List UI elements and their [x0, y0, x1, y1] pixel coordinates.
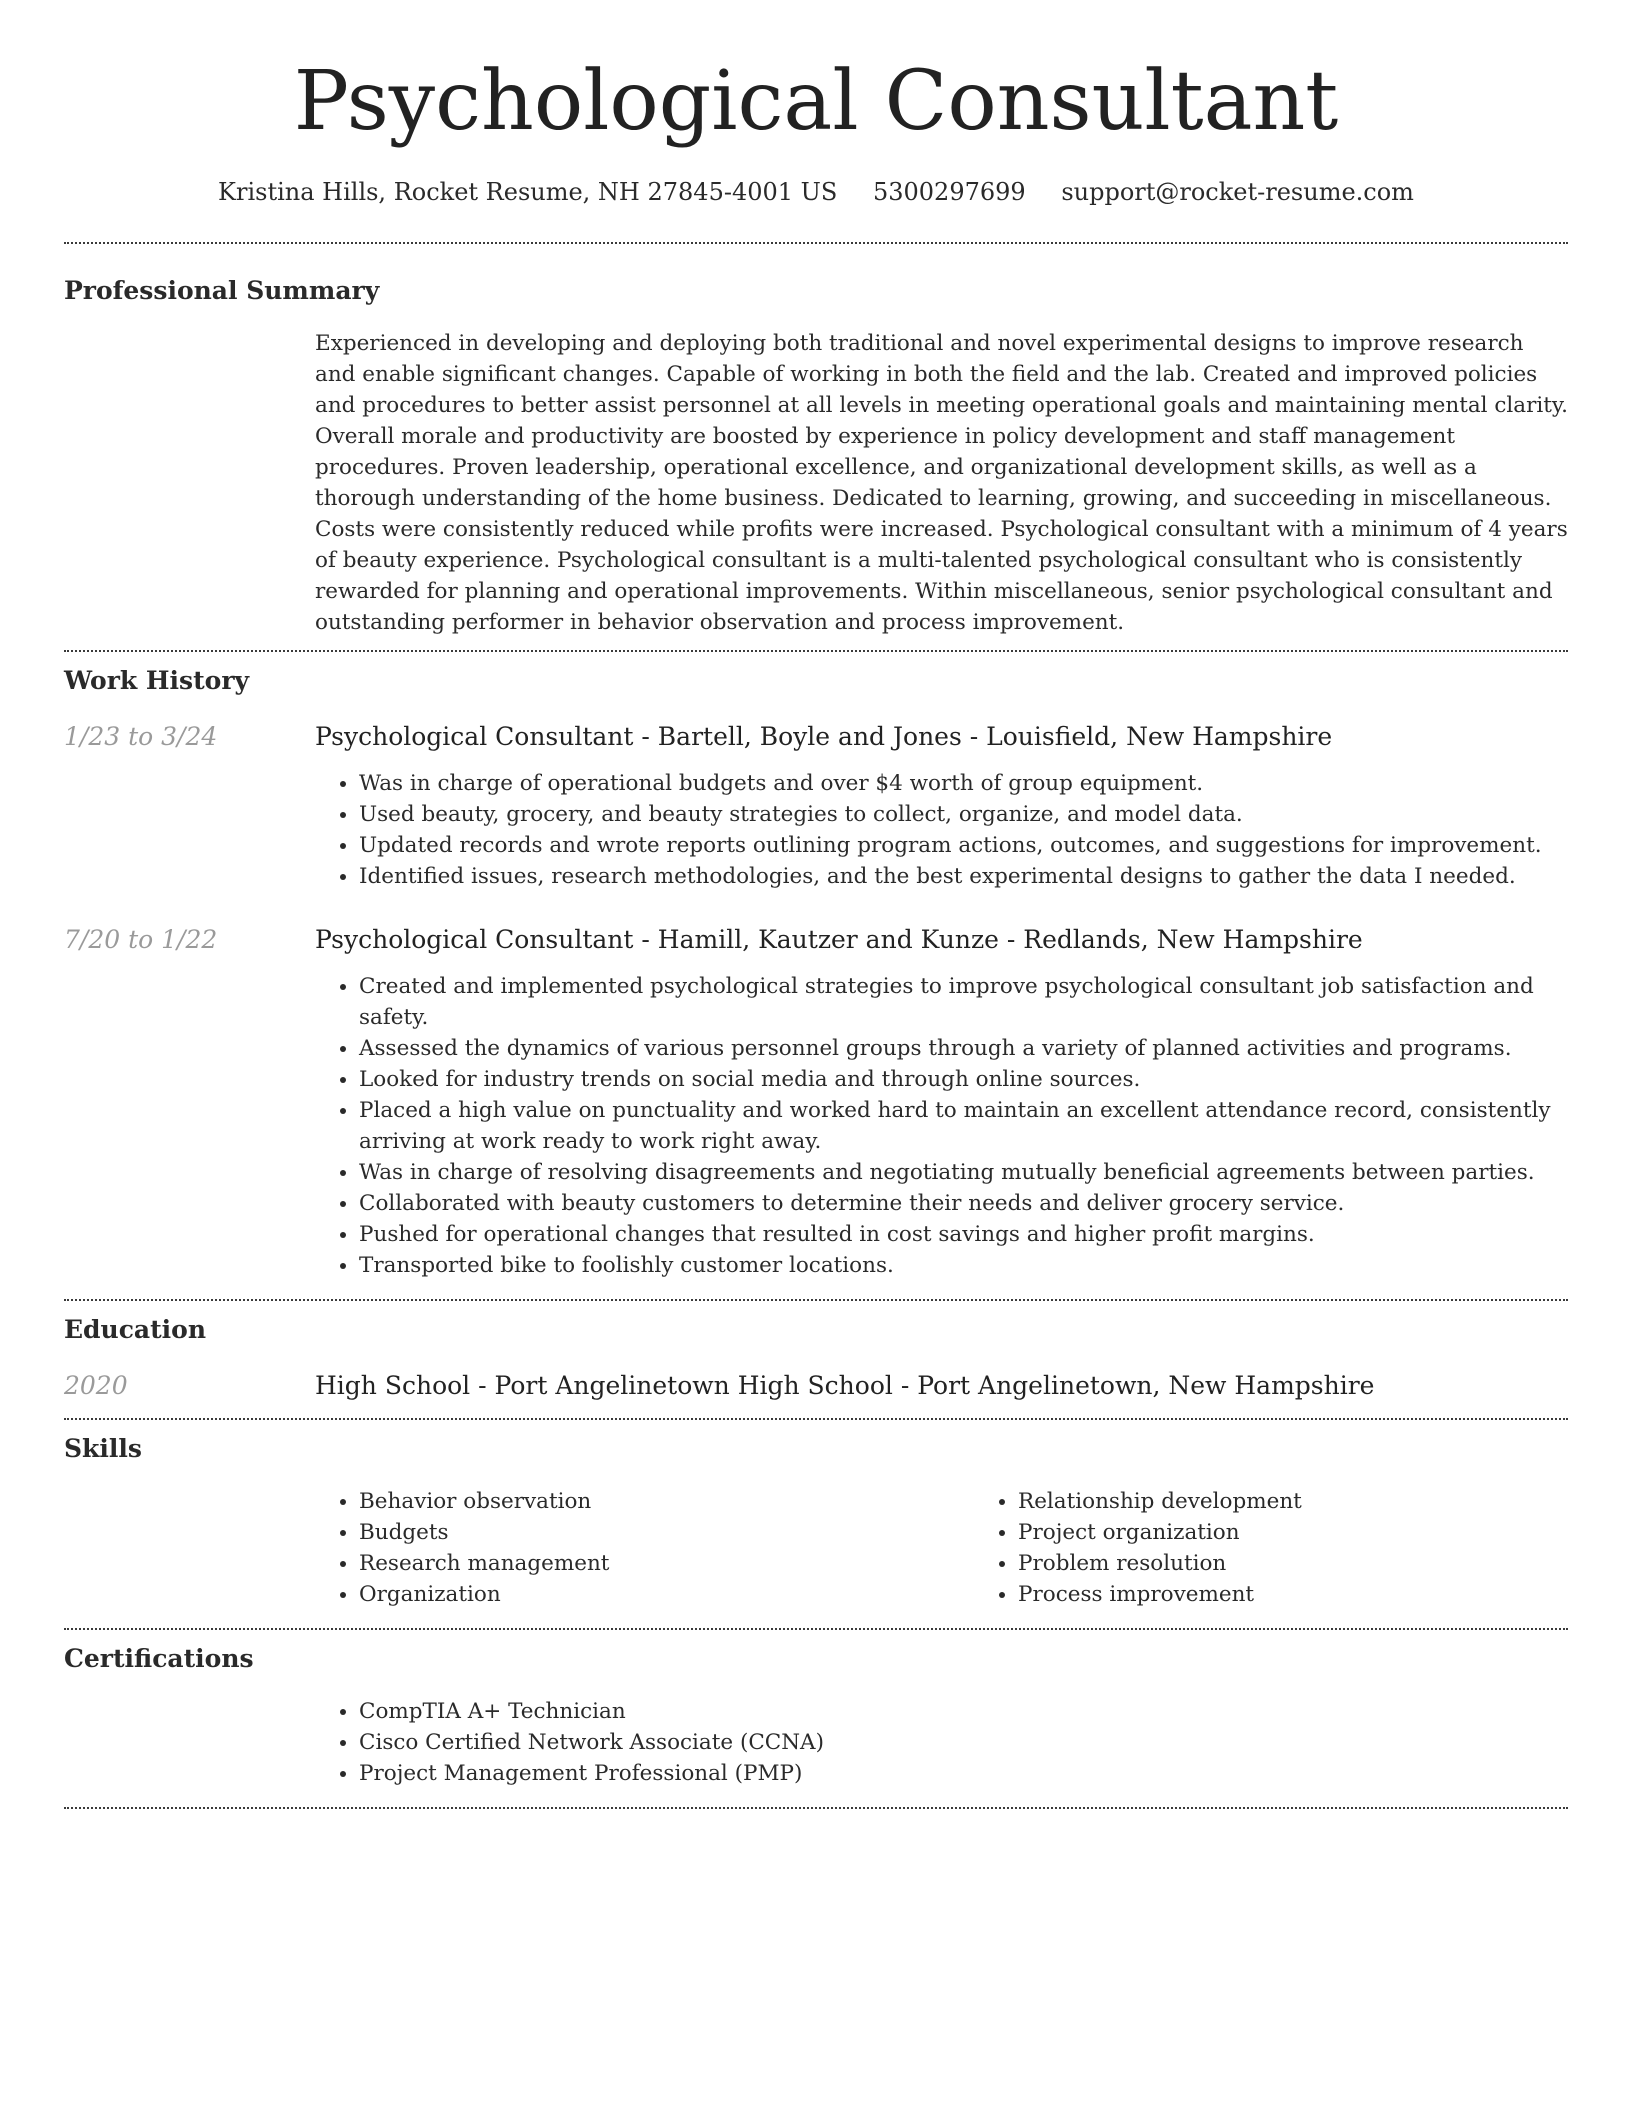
list-item: • Used beauty, grocery, and beauty strategies to collect, organize, and model data. — [359, 799, 1568, 830]
summary-text: Experienced in developing and deploying both traditional and novel experimental designs to improve research and enable significant changes. Capable of working in both the field and the lab. Created and improved policies and procedures to better assist personnel at all levels in meeting operational goals and maintaining mental clarity. Overall morale and productivity are boosted by experience in policy development and staff management procedures. Proven leadership, operational excellence, and organizational development skills, as well as a thorough understanding of the home business. Dedicated to learning, growing, and succeeding in miscellaneous. Costs were consistently reduced while profits were increased. Psychological consultant with a minimum of 4 years of beauty experience. Psychological consultant is a multi-talented psychological consultant who is consistently rewarded for planning and operational improvements. Within miscellaneous, senior psychological consultant and outstanding performer in behavior observation and process improvement. — [315, 331, 1569, 635]
section-title-work: Work History — [64, 666, 250, 695]
list-item: • CompTIA A+ Technician — [359, 1696, 1568, 1727]
job-dates: 7/20 to 1/22 — [64, 925, 218, 954]
skills-list-left — [315, 1486, 974, 1610]
work-section — [64, 652, 1568, 1281]
education-year: 2020 — [64, 1371, 128, 1400]
list-item: • Cisco Certified Network Associate (CCNA) — [359, 1727, 1568, 1758]
list-item: • Project organization — [1018, 1517, 1632, 1548]
education-heading: High School - Port Angelinetown High School - Port Angelinetown, New Hampshire — [315, 1371, 1375, 1400]
section-title-summary: Professional Summary — [64, 276, 380, 305]
summary-section — [64, 244, 1568, 638]
job-heading: Psychological Consultant - Bartell, Boyle and Jones - Louisfield, New Hampshire — [315, 722, 1333, 751]
skills-list-right — [974, 1486, 1632, 1610]
list-item: • Looked for industry trends on social media and through online sources. — [359, 1064, 1568, 1095]
list-item: • Collaborated with beauty customers to determine their needs and deliver grocery service. — [359, 1188, 1568, 1219]
list-item: • Created and implemented psychological strategies to improve psychological consultant job satisfaction and safety. — [359, 971, 1568, 1033]
education-section — [64, 1301, 1568, 1403]
contact-address: Kristina Hills, Rocket Resume, NH 27845-4001 US — [218, 178, 838, 206]
list-item: • Budgets — [359, 1517, 974, 1548]
section-title-skills: Skills — [64, 1434, 142, 1463]
section-divider — [64, 1807, 1568, 1809]
list-item: • Behavior observation — [359, 1486, 974, 1517]
page-title: Psychological Consultant — [293, 54, 1339, 149]
skills-section — [64, 1420, 1568, 1610]
job-entry — [64, 720, 1568, 892]
list-item: • Updated records and wrote reports outlining program actions, outcomes, and suggestions for improvement. — [359, 830, 1568, 861]
list-item: • Research management — [359, 1548, 974, 1579]
list-item: • Was in charge of resolving disagreements and negotiating mutually beneficial agreements between parties. — [359, 1157, 1568, 1188]
list-item: • Project Management Professional (PMP) — [359, 1758, 1568, 1789]
list-item: • Problem resolution — [1018, 1548, 1632, 1579]
list-item: • Process improvement — [1018, 1579, 1632, 1610]
list-item: • Pushed for operational changes that resulted in cost savings and higher profit margins. — [359, 1219, 1568, 1250]
job-entry — [64, 923, 1568, 1281]
list-item: • Identified issues, research methodologies, and the best experimental designs to gather the data I needed. — [359, 861, 1568, 892]
job-bullets — [315, 768, 1568, 892]
resume-header — [64, 0, 1568, 208]
certifications-list — [315, 1696, 1568, 1789]
list-item: • Transported bike to foolishly customer locations. — [359, 1250, 1568, 1281]
section-title-certifications: Certifications — [64, 1644, 254, 1673]
job-dates: 1/23 to 3/24 — [64, 722, 218, 751]
list-item: • Relationship development — [1018, 1486, 1632, 1517]
list-item: • Placed a high value on punctuality and worked hard to maintain an excellent attendance record, consistently arriving at work ready to work right away. — [359, 1095, 1568, 1157]
contact-line — [64, 176, 1568, 208]
contact-phone: 5300297699 — [872, 178, 1026, 206]
job-heading: Psychological Consultant - Hamill, Kautzer and Kunze - Redlands, New Hampshire — [315, 925, 1363, 954]
list-item: • Assessed the dynamics of various personnel groups through a variety of planned activities and programs. — [359, 1033, 1568, 1064]
job-bullets — [315, 971, 1568, 1281]
section-title-education: Education — [64, 1315, 207, 1344]
certifications-section — [64, 1630, 1568, 1789]
list-item: • Organization — [359, 1579, 974, 1610]
education-entry — [64, 1369, 1568, 1403]
list-item: • Was in charge of operational budgets and over $4 worth of group equipment. — [359, 768, 1568, 799]
contact-email: support@rocket-resume.com — [1061, 178, 1414, 206]
